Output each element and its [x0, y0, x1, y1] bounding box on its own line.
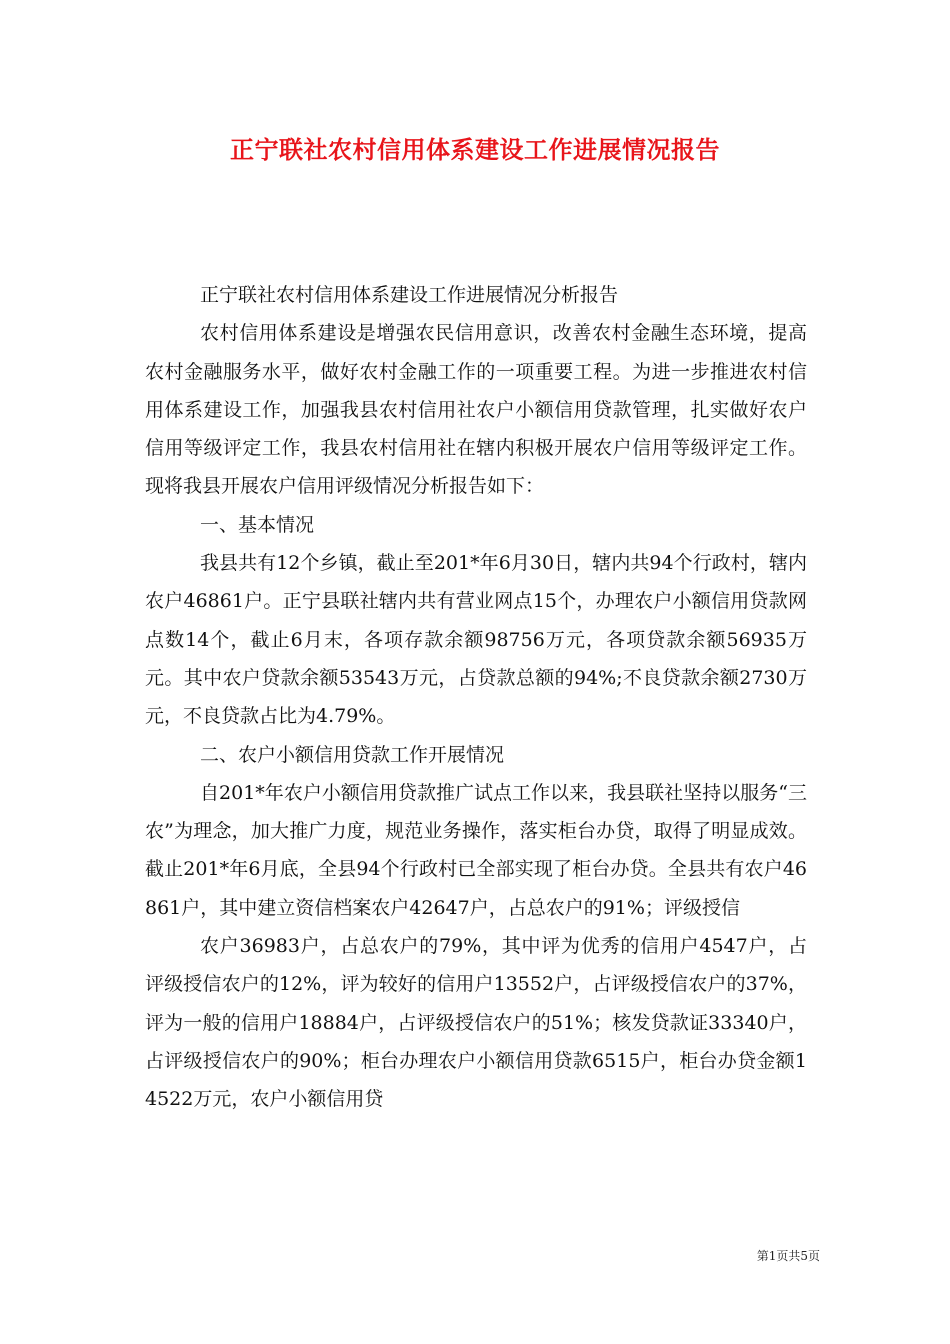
page-number: 第1页共5页: [756, 1249, 820, 1263]
section-heading-basic-situation: 一、基本情况: [200, 513, 315, 536]
document-title: 正宁联社农村信用体系建设工作进展情况报告: [230, 135, 720, 164]
report-subtitle-paragraph: 正宁联社农村信用体系建设工作进展情况分析报告: [200, 284, 619, 306]
document-body: [145, 276, 807, 1119]
rating-statistics-paragraph: 农户36983户，占总农户的79%，其中评为优秀的信用户4547户，占评级授信农户的12%，评为较好的信用户13552户，占评级授信农户的37%，评为一般的信用户18884户，占评级授信农户的51%；核发贷款证33340户，占评级授信农户的90%；柜台办理农户小额信用贷款6515户，柜台办贷金额14522万元，农户小额信用贷: [145, 935, 807, 1111]
basic-situation-paragraph: 我县共有12个乡镇，截止至201*年6月30日，辖内共94个行政村，辖内农户46861户。正宁县联社辖内共有营业网点15个，办理农户小额信用贷款网点数14个，截止6月末，各项存款余额98756万元，各项贷款余额56935万元。其中农户贷款余额53543万元，占贷款总额的94%;不良贷款余额2730万元，不良贷款占比为4.79%。: [145, 552, 807, 728]
intro-paragraph: 农村信用体系建设是增强农民信用意识，改善农村金融生态环境，提高农村金融服务水平，做好农村金融工作的一项重要工程。为进一步推进农村信用体系建设工作，加强我县农村信用社农户小额信用贷款管理，扎实做好农户信用等级评定工作，我县农村信用社在辖内积极开展农户信用等级评定工作。现将我县开展农户信用评级情况分析报告如下：: [145, 322, 807, 498]
loan-work-paragraph: 自201*年农户小额信用贷款推广试点工作以来，我县联社坚持以服务“三农”为理念，加大推广力度，规范业务操作，落实柜台办贷，取得了明显成效。截止201*年6月底，全县94个行政村已全部实现了柜台办贷。全县共有农户46861户，其中建立资信档案农户42647户，占总农户的91%；评级授信: [145, 781, 807, 919]
section-heading-loan-work: 二、农户小额信用贷款工作开展情况: [200, 743, 505, 766]
